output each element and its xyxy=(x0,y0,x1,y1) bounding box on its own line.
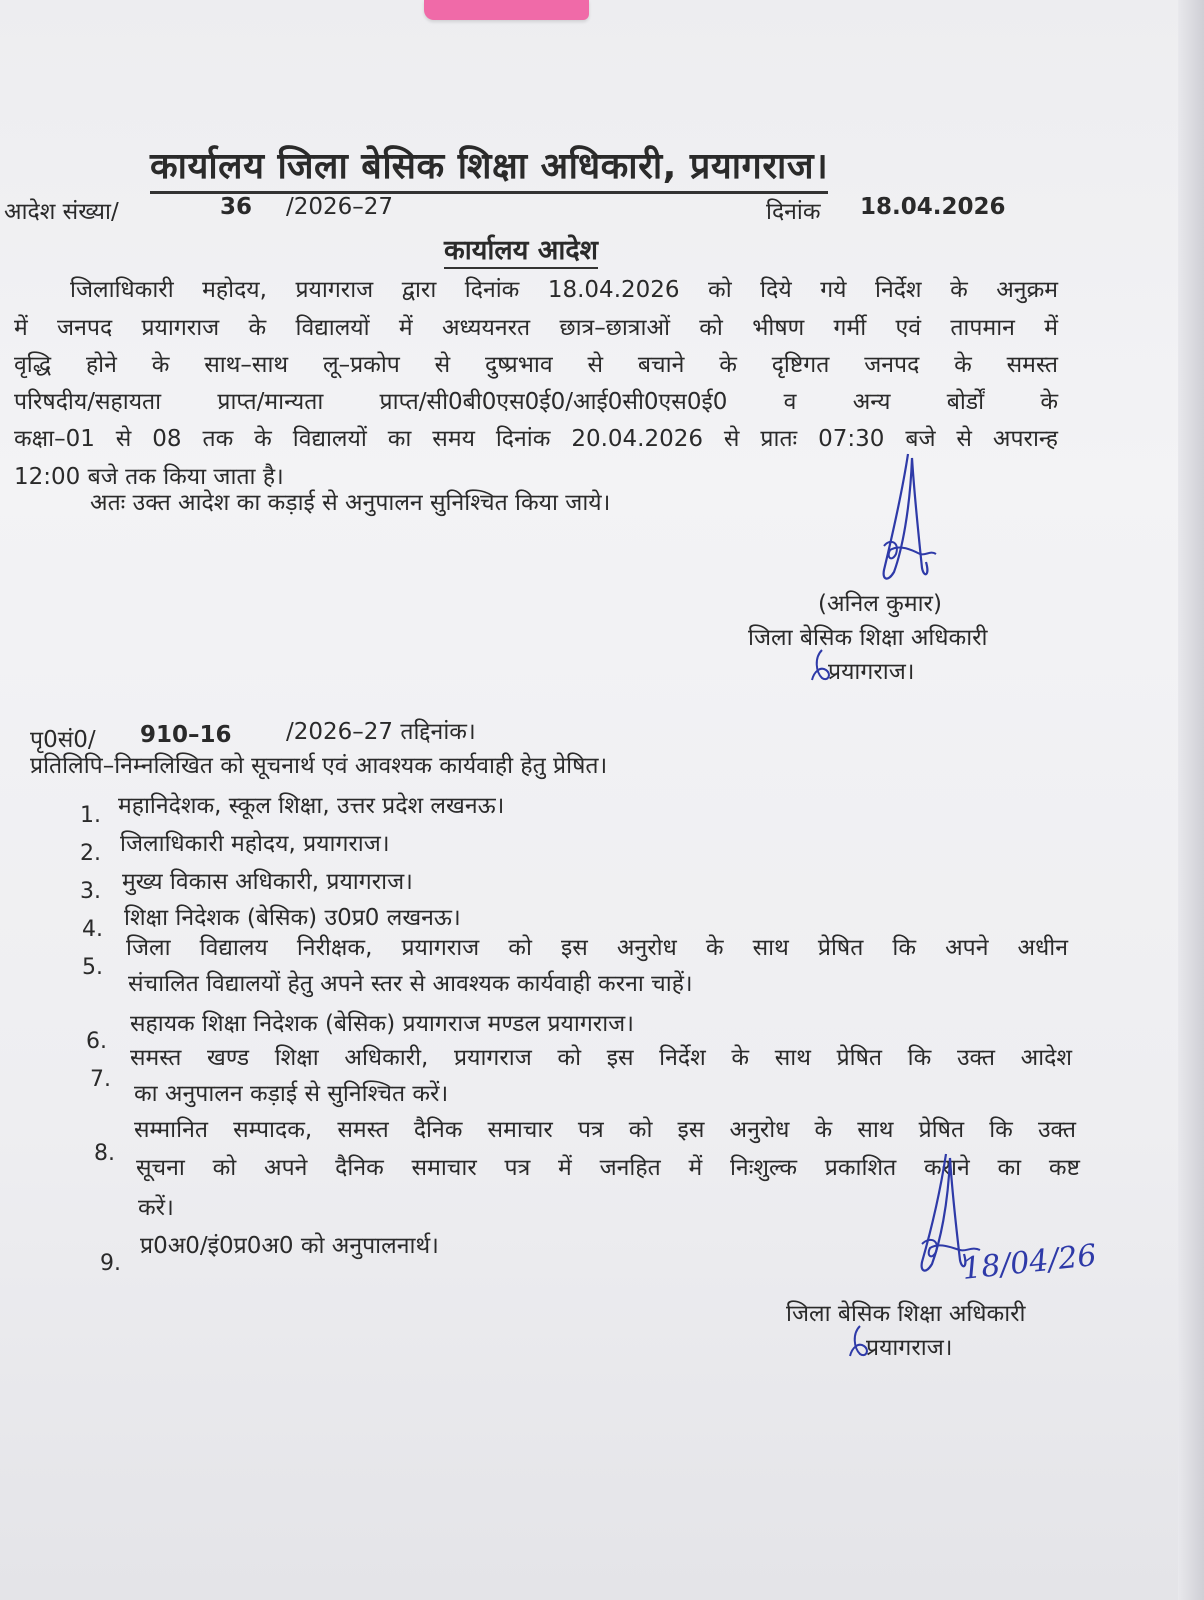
copy-ref-number: 910–16 xyxy=(140,722,232,748)
order-number: 36 xyxy=(220,194,253,220)
list-item: मुख्य विकास अधिकारी, प्रयागराज। xyxy=(122,869,413,895)
date-label: दिनांक xyxy=(766,199,821,225)
signature-graphic xyxy=(860,450,970,600)
initial-mark xyxy=(846,1324,876,1360)
list-item: जिला विद्यालय निरीक्षक, प्रयागराज को इस अनुरोध के साथ प्रेषित कि अपने अधीन xyxy=(126,935,1068,961)
list-number: 9. xyxy=(100,1251,121,1276)
order-date: 18.04.2026 xyxy=(860,194,1006,220)
signatory-place: प्रयागराज। xyxy=(828,659,915,685)
copy-ref-year: /2026–27 तद्दिनांक। xyxy=(286,719,476,745)
list-number: 2. xyxy=(80,841,101,866)
order-number-label: आदेश संख्या/ xyxy=(4,199,119,225)
list-item-continued: करें। xyxy=(138,1195,174,1221)
list-number: 1. xyxy=(80,803,101,828)
office-title: कार्यालय जिला बेसिक शिक्षा अधिकारी, प्रयागराज। xyxy=(150,140,828,194)
list-number: 3. xyxy=(80,879,101,904)
list-item: जिलाधिकारी महोदय, प्रयागराज। xyxy=(120,831,390,857)
initial-mark xyxy=(808,648,838,684)
list-item: सहायक शिक्षा निदेशक (बेसिक) प्रयागराज मण्डल प्रयागराज। xyxy=(130,1011,634,1037)
list-number: 5. xyxy=(82,955,103,980)
body-line: 12:00 बजे तक किया जाता है। xyxy=(14,464,284,490)
list-number: 4. xyxy=(82,917,103,942)
body-line: परिषदीय/सहायता प्राप्त/मान्यता प्राप्त/सी0बी0एस0ई0/आई0सी0एस0ई0 व अन्य बोर्डों के xyxy=(14,389,1058,415)
list-item-continued: का अनुपालन कड़ाई से सुनिश्चित करें। xyxy=(134,1081,449,1107)
body-line: कक्षा–01 से 08 तक के विद्यालयों का समय दिनांक 20.04.2026 से प्रातः 07:30 बजे से अपरान्ह xyxy=(14,426,1058,452)
office-order-title: कार्यालय आदेश xyxy=(444,230,598,269)
order-year: /2026–27 xyxy=(286,194,394,220)
list-item-continued: सूचना को अपने दैनिक समाचार पत्र में जनहित में निःशुल्क प्रकाशित कराने का कष्ट xyxy=(136,1155,1080,1181)
list-number: 7. xyxy=(90,1067,111,1092)
list-item: समस्त खण्ड शिक्षा अधिकारी, प्रयागराज को इस निर्देश के साथ प्रेषित कि उक्त आदेश xyxy=(130,1045,1072,1071)
list-item: प्र0अ0/इं0प्र0अ0 को अनुपालनार्थ। xyxy=(140,1233,439,1259)
copy-intro: प्रतिलिपि–निम्नलिखित को सूचनार्थ एवं आवश्यक कार्यवाही हेतु प्रेषित। xyxy=(30,753,608,779)
list-number: 6. xyxy=(86,1029,107,1054)
list-number: 8. xyxy=(94,1141,115,1166)
copy-ref-label: पृ0सं0/ xyxy=(30,727,96,753)
list-item: शिक्षा निदेशक (बेसिक) उ0प्र0 लखनऊ। xyxy=(124,905,461,931)
body-line: में जनपद प्रयागराज के विद्यालयों में अध्ययनरत छात्र–छात्राओं को भीषण गर्मी एवं तापमान में xyxy=(14,315,1058,341)
signatory2-place: प्रयागराज। xyxy=(866,1335,953,1361)
list-item: सम्मानित सम्पादक, समस्त दैनिक समाचार पत्र को इस अनुरोध के साथ प्रेषित कि उक्त xyxy=(134,1117,1076,1143)
signatory-designation: जिला बेसिक शिक्षा अधिकारी xyxy=(748,625,988,651)
closing-line: अतः उक्त आदेश का कड़ाई से अनुपालन सुनिश्चित किया जाये। xyxy=(90,490,611,516)
list-item: महानिदेशक, स्कूल शिक्षा, उत्तर प्रदेश लखनऊ। xyxy=(118,793,505,819)
signatory-name: (अनिल कुमार) xyxy=(818,591,942,617)
list-item-continued: संचालित विद्यालयों हेतु अपने स्तर से आवश्यक कार्यवाही करना चाहें। xyxy=(128,971,693,997)
page-edge-shadow xyxy=(1178,0,1204,1600)
handwritten-date: 18/04/26 xyxy=(960,1238,1099,1287)
body-line: वृद्धि होने के साथ–साथ लू–प्रकोप से दुष्प्रभाव से बचाने के दृष्टिगत जनपद के समस्त xyxy=(14,352,1058,378)
body-line: जिलाधिकारी महोदय, प्रयागराज द्वारा दिनांक 18.04.2026 को दिये गये निर्देश के अनुक्रम xyxy=(70,277,1058,303)
sticky-note xyxy=(424,0,589,20)
signatory2-designation: जिला बेसिक शिक्षा अधिकारी xyxy=(786,1301,1026,1327)
